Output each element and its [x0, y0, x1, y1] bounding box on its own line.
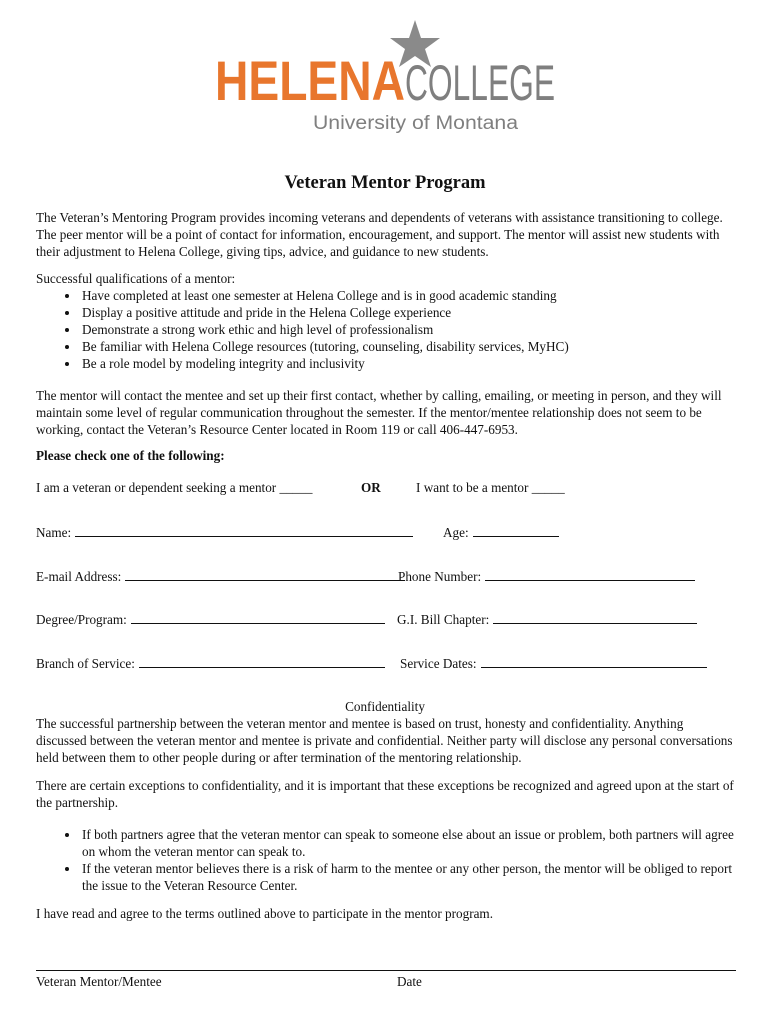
- age-label: Age:: [443, 525, 469, 540]
- qualifications-list: [36, 287, 736, 372]
- helena-college-logo: [205, 12, 565, 142]
- gi-bill-field[interactable]: [397, 611, 697, 628]
- email-label: E-mail Address:: [36, 569, 122, 584]
- list-item: • If both partners agree that the veteran mentor can speak to someone else about an issue or problem, both partners will agree on whom the veteran mentor can speak to.: [80, 826, 736, 860]
- logo-wordmark-secondary: COLLEGE: [405, 55, 555, 111]
- gi-bill-blank[interactable]: [493, 611, 697, 624]
- phone-blank[interactable]: [485, 568, 695, 581]
- logo-wordmark-primary: HELENA: [215, 49, 405, 112]
- branch-label: Branch of Service:: [36, 656, 135, 671]
- intro-paragraph: The Veteran’s Mentoring Program provides incoming veterans and dependents of veterans with assistance transitioning to college. The peer mentor will be a point of contact for information, encouragement, and support. The mentor will assist new students with their adjustment to Helena College, giving tips, advice, and guidance to new students.: [36, 210, 723, 259]
- branch-blank[interactable]: [139, 655, 385, 668]
- gi-bill-label: G.I. Bill Chapter:: [397, 612, 490, 627]
- phone-field[interactable]: [398, 568, 695, 585]
- service-dates-field[interactable]: [400, 655, 707, 672]
- confidentiality-heading: Confidentiality: [345, 699, 425, 714]
- qualifications-heading: Successful qualifications of a mentor:: [36, 271, 236, 286]
- be-mentor-option[interactable]: I want to be a mentor _____: [416, 480, 565, 495]
- list-item: • Have completed at least one semester at Helena College and is in good academic standing: [80, 287, 736, 304]
- list-item: • Be a role model by modeling integrity and inclusivity: [80, 355, 736, 372]
- contact-paragraph: The mentor will contact the mentee and set up their first contact, whether by calling, emailing, or meeting in person, and they will maintain some level of regular communication throughout the semester. If the mentor/mentee relationship does not seem to be working, contact the Veteran’s Resource Center located in Room 119 or call 406-447-6953.: [36, 388, 722, 437]
- age-field[interactable]: [443, 524, 559, 541]
- degree-blank[interactable]: [131, 611, 385, 624]
- logo-graphic: [205, 12, 565, 142]
- or-label: OR: [361, 480, 381, 495]
- logo-subtitle: University of Montana: [313, 113, 519, 134]
- exceptions-list-section: [36, 826, 736, 894]
- name-label: Name:: [36, 525, 72, 540]
- list-item: • Display a positive attitude and pride in the Helena College experience: [80, 304, 736, 321]
- name-blank[interactable]: [75, 524, 413, 537]
- agreement-statement: I have read and agree to the terms outlined above to participate in the mentor program.: [36, 906, 493, 921]
- list-item: • Demonstrate a strong work ethic and high level of professionalism: [80, 321, 736, 338]
- exceptions-paragraph: There are certain exceptions to confidentiality, and it is important that these exceptions be recognized and agreed upon at the start of the partnership.: [36, 778, 734, 810]
- signature-label: Veteran Mentor/Mentee: [36, 974, 162, 989]
- signature-line[interactable]: [36, 970, 736, 971]
- degree-label: Degree/Program:: [36, 612, 127, 627]
- service-dates-blank[interactable]: [481, 655, 707, 668]
- email-blank[interactable]: [125, 568, 405, 581]
- check-heading: Please check one of the following:: [36, 448, 225, 463]
- list-item: • If the veteran mentor believes there is a risk of harm to the mentee or any other person, the mentor will be obliged to report the issue to the Veteran Resource Center.: [80, 860, 736, 894]
- exceptions-list: [36, 826, 736, 894]
- page-title: Veteran Mentor Program: [284, 173, 486, 193]
- qualifications-section: [36, 270, 736, 372]
- service-dates-label: Service Dates:: [400, 656, 477, 671]
- seeking-mentor-option[interactable]: I am a veteran or dependent seeking a mentor _____: [36, 480, 313, 495]
- phone-label: Phone Number:: [398, 569, 482, 584]
- confidentiality-paragraph: The successful partnership between the veteran mentor and mentee is based on trust, honesty and confidentiality. Anything discussed between the veteran mentor and mentee is private and confidential. Neither party will disclose any personal conversations held between them to other people during or after termination of the mentoring relationship.: [36, 716, 733, 765]
- branch-field[interactable]: [36, 655, 385, 672]
- email-field[interactable]: [36, 568, 405, 585]
- name-field[interactable]: [36, 524, 413, 541]
- list-item: • Be familiar with Helena College resources (tutoring, counseling, disability services, MyHC): [80, 338, 736, 355]
- degree-field[interactable]: [36, 611, 385, 628]
- date-label: Date: [397, 974, 422, 989]
- age-blank[interactable]: [473, 524, 559, 537]
